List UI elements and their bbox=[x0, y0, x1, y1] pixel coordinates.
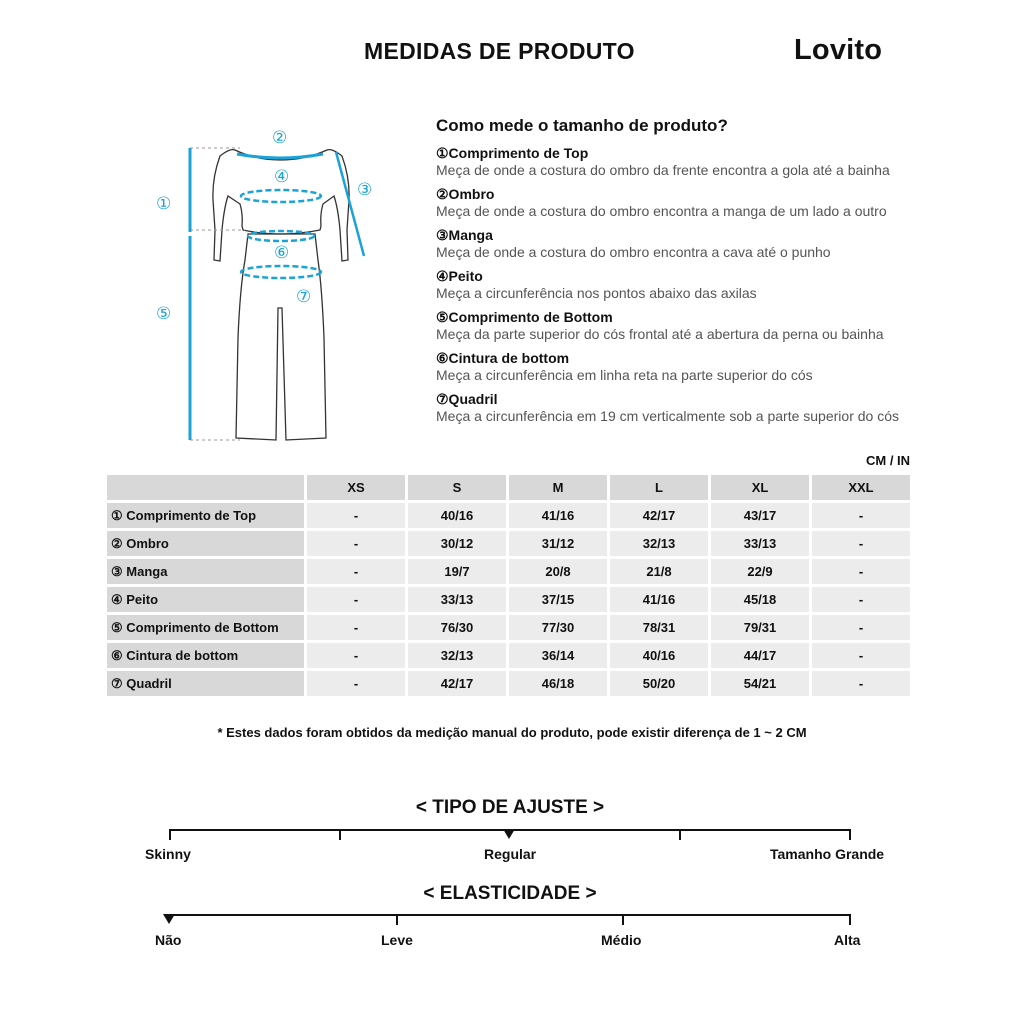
table-cell: 41/16 bbox=[509, 503, 607, 528]
table-cell: 76/30 bbox=[408, 615, 506, 640]
table-cell: - bbox=[812, 671, 910, 696]
guide-item bbox=[436, 391, 996, 425]
guide-title: Como mede o tamanho de produto? bbox=[436, 116, 728, 135]
table-cell: 46/18 bbox=[509, 671, 607, 696]
table-cell: 42/17 bbox=[408, 671, 506, 696]
table-cell: 40/16 bbox=[610, 643, 708, 668]
row-label: ⑤ Comprimento de Bottom bbox=[107, 615, 304, 640]
guide-item-name: ②Ombro bbox=[436, 186, 495, 202]
row-label: ⑦ Quadril bbox=[107, 671, 304, 696]
table-row bbox=[107, 559, 910, 584]
size-header: XXL bbox=[812, 475, 910, 500]
table-cell: - bbox=[307, 643, 405, 668]
marker-3: ③ bbox=[357, 180, 373, 199]
table-cell: - bbox=[307, 559, 405, 584]
row-label: ① Comprimento de Top bbox=[107, 503, 304, 528]
table-header-row bbox=[107, 475, 910, 500]
table-cell: 79/31 bbox=[711, 615, 809, 640]
table-row bbox=[107, 503, 910, 528]
table-cell: 44/17 bbox=[711, 643, 809, 668]
table-cell: 42/17 bbox=[610, 503, 708, 528]
table-cell: 78/31 bbox=[610, 615, 708, 640]
guide-item-desc: Meça de onde a costura do ombro da frente encontra a gola até a bainha bbox=[436, 162, 890, 178]
table-cell: 50/20 bbox=[610, 671, 708, 696]
guide-item-name: ⑦Quadril bbox=[436, 391, 498, 407]
guide-item-name: ③Manga bbox=[436, 227, 493, 243]
table-cell: 32/13 bbox=[610, 531, 708, 556]
fit-tick bbox=[849, 829, 851, 840]
table-cell: - bbox=[812, 643, 910, 668]
elasticity-tick bbox=[396, 914, 398, 925]
table-cell: - bbox=[307, 503, 405, 528]
row-label: ④ Peito bbox=[107, 587, 304, 612]
elasticity-scale-line bbox=[169, 914, 851, 916]
table-cell: - bbox=[812, 531, 910, 556]
fit-tick bbox=[169, 829, 171, 840]
elasticity-label-light: Leve bbox=[381, 932, 413, 948]
table-cell: 37/15 bbox=[509, 587, 607, 612]
outfit-illustration bbox=[140, 118, 400, 458]
elasticity-tick bbox=[622, 914, 624, 925]
table-row bbox=[107, 643, 910, 668]
table-cell: 33/13 bbox=[711, 531, 809, 556]
size-table bbox=[104, 472, 913, 699]
table-row bbox=[107, 615, 910, 640]
table-cell: 22/9 bbox=[711, 559, 809, 584]
row-label: ⑥ Cintura de bottom bbox=[107, 643, 304, 668]
guide-item-name: ⑥Cintura de bottom bbox=[436, 350, 570, 366]
table-cell: 45/18 bbox=[711, 587, 809, 612]
table-cell: 41/16 bbox=[610, 587, 708, 612]
guide-item-desc: Meça da parte superior do cós frontal até a abertura da perna ou bainha bbox=[436, 326, 884, 342]
fit-tick bbox=[679, 829, 681, 840]
table-cell: 36/14 bbox=[509, 643, 607, 668]
fit-title: < TIPO DE AJUSTE > bbox=[415, 797, 605, 818]
guide-item-desc: Meça de onde a costura do ombro encontra a cava até o punho bbox=[436, 244, 831, 260]
table-cell: 54/21 bbox=[711, 671, 809, 696]
table-row bbox=[107, 587, 910, 612]
guide-item bbox=[436, 145, 996, 179]
elasticity-label-medium: Médio bbox=[601, 932, 642, 948]
marker-7: ⑦ bbox=[296, 287, 312, 306]
size-header: M bbox=[509, 475, 607, 500]
guide-item-name: ①Comprimento de Top bbox=[436, 145, 589, 161]
table-cell: 19/7 bbox=[408, 559, 506, 584]
units-label: CM / IN bbox=[866, 453, 911, 468]
fit-tick bbox=[339, 829, 341, 840]
guide-item-name: ④Peito bbox=[436, 268, 483, 284]
guide-item-name: ⑤Comprimento de Bottom bbox=[436, 309, 613, 325]
marker-4: ④ bbox=[274, 167, 290, 186]
marker-5: ⑤ bbox=[156, 304, 172, 323]
fit-label-skinny: Skinny bbox=[145, 846, 191, 862]
elasticity-tick bbox=[849, 914, 851, 925]
table-cell: 30/12 bbox=[408, 531, 506, 556]
elasticity-selected-marker-icon bbox=[163, 914, 175, 924]
table-row bbox=[107, 671, 910, 696]
guide-item bbox=[436, 268, 996, 302]
fit-scale bbox=[169, 829, 851, 841]
table-cell: - bbox=[307, 671, 405, 696]
table-cell: - bbox=[307, 531, 405, 556]
guide-item-desc: Meça a circunferência em linha reta na parte superior do cós bbox=[436, 367, 813, 383]
elasticity-title: < ELASTICIDADE > bbox=[423, 883, 597, 904]
table-cell: - bbox=[812, 503, 910, 528]
elasticity-label-high: Alta bbox=[834, 932, 861, 948]
pants-outline bbox=[236, 234, 326, 440]
brand-logo: Lovito bbox=[794, 34, 883, 66]
page-title: MEDIDAS DE PRODUTO bbox=[364, 38, 635, 64]
measurement-note: * Estes dados foram obtidos da medição manual do produto, pode existir diferença de 1 ~ 2 CM bbox=[217, 725, 807, 740]
table-cell: - bbox=[307, 615, 405, 640]
table-cell: - bbox=[812, 587, 910, 612]
table-row bbox=[107, 531, 910, 556]
fit-label-large: Tamanho Grande bbox=[770, 846, 885, 862]
size-header: XS bbox=[307, 475, 405, 500]
table-cell: 40/16 bbox=[408, 503, 506, 528]
guide-item-desc: Meça de onde a costura do ombro encontra a manga de um lado a outro bbox=[436, 203, 887, 219]
guide-item-desc: Meça a circunferência em 19 cm verticalmente sob a parte superior do cós bbox=[436, 408, 899, 424]
table-cell: 77/30 bbox=[509, 615, 607, 640]
guide-item bbox=[436, 309, 996, 343]
table-corner bbox=[107, 475, 304, 500]
row-label: ② Ombro bbox=[107, 531, 304, 556]
size-header: S bbox=[408, 475, 506, 500]
marker-6: ⑥ bbox=[274, 243, 290, 262]
table-cell: 43/17 bbox=[711, 503, 809, 528]
size-header: XL bbox=[711, 475, 809, 500]
guide-item bbox=[436, 227, 996, 261]
table-cell: - bbox=[307, 587, 405, 612]
fit-label-regular: Regular bbox=[484, 846, 537, 862]
marker-2: ② bbox=[272, 128, 288, 147]
table-cell: 33/13 bbox=[408, 587, 506, 612]
marker-1: ① bbox=[156, 194, 172, 213]
table-cell: - bbox=[812, 559, 910, 584]
measurement-guide bbox=[436, 116, 996, 432]
elasticity-scale bbox=[169, 914, 851, 926]
size-header: L bbox=[610, 475, 708, 500]
table-cell: 31/12 bbox=[509, 531, 607, 556]
table-cell: 21/8 bbox=[610, 559, 708, 584]
row-label: ③ Manga bbox=[107, 559, 304, 584]
table-cell: 20/8 bbox=[509, 559, 607, 584]
table-cell: 32/13 bbox=[408, 643, 506, 668]
fit-selected-marker-icon bbox=[503, 829, 515, 839]
guide-item bbox=[436, 350, 996, 384]
measurement-figure bbox=[140, 118, 400, 458]
elasticity-label-none: Não bbox=[155, 932, 182, 948]
table-cell: - bbox=[812, 615, 910, 640]
guide-item bbox=[436, 186, 996, 220]
guide-item-desc: Meça a circunferência nos pontos abaixo das axilas bbox=[436, 285, 757, 301]
